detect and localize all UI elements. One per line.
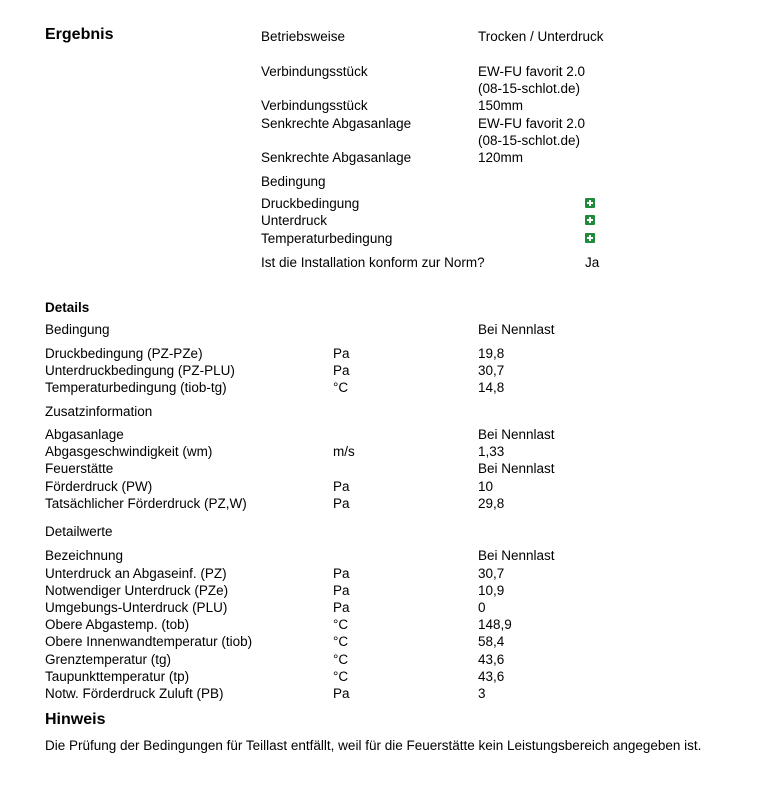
detail-row-unit: m/s (333, 444, 355, 459)
detail-row-label: Unterdruckbedingung (PZ-PLU) (45, 363, 235, 378)
betriebsweise-value: Trocken / Unterdruck (478, 29, 604, 44)
detail-row-value: 30,7 (478, 363, 505, 378)
detail-row-value: 14,8 (478, 380, 505, 395)
unterdruck-label: Unterdruck (261, 213, 328, 228)
detail-row-unit: Pa (333, 583, 350, 598)
bezeichnung-header: Bezeichnung (45, 548, 124, 563)
details-title: Details (45, 300, 90, 315)
detail-row-value: 30,7 (478, 566, 505, 581)
detail-row-label: Notw. Förderdruck Zuluft (PB) (45, 686, 224, 701)
detail-row-label: Notwendiger Unterdruck (PZe) (45, 583, 229, 598)
detail-row-label: Tatsächlicher Förderdruck (PZ,W) (45, 496, 247, 511)
details-bedingung-header-value: Bei Nennlast (478, 322, 555, 337)
detail-row-value: 1,33 (478, 444, 505, 459)
check-plus-icon (585, 215, 595, 225)
detail-row-unit: °C (333, 617, 349, 632)
druckbedingung-label: Druckbedingung (261, 196, 360, 211)
detail-row-value: 43,6 (478, 652, 505, 667)
detail-row-label: Obere Innenwandtemperatur (tiob) (45, 634, 253, 649)
hinweis-text: Die Prüfung der Bedingungen für Teillast entfällt, weil für die Feuerstätte kein Leistungsbereich angegeben ist. (45, 738, 702, 753)
detail-row-label: Abgasgeschwindigkeit (wm) (45, 444, 213, 459)
detail-row-label: Taupunkttemperatur (tp) (45, 669, 190, 684)
detail-row-unit: °C (333, 652, 349, 667)
verbindungsstueck-size-value: 150mm (478, 98, 524, 113)
feuerstaette-header-value: Bei Nennlast (478, 461, 555, 476)
verbindungsstueck-value-source: (08-15-schlot.de) (478, 81, 581, 96)
feuerstaette-header: Feuerstätte (45, 461, 114, 476)
abgasanlage-value: EW-FU favorit 2.0 (478, 116, 586, 131)
detail-row-label: Umgebungs-Unterdruck (PLU) (45, 600, 228, 615)
zusatzinformation-title: Zusatzinformation (45, 404, 153, 419)
details-bedingung-header: Bedingung (45, 322, 110, 337)
detail-row-value: 0 (478, 600, 486, 615)
verbindungsstueck-value: EW-FU favorit 2.0 (478, 64, 586, 79)
ergebnis-title: Ergebnis (45, 26, 114, 43)
detail-row-unit: Pa (333, 479, 350, 494)
detail-row-value: 10,9 (478, 583, 505, 598)
hinweis-title: Hinweis (45, 711, 106, 728)
detail-row-label: Temperaturbedingung (tiob-tg) (45, 380, 227, 395)
abgasanlage-value-source: (08-15-schlot.de) (478, 133, 581, 148)
detail-row-label: Förderdruck (PW) (45, 479, 153, 494)
abgasanlage-size-label: Senkrechte Abgasanlage (261, 150, 412, 165)
detail-row-value: 19,8 (478, 346, 505, 361)
check-plus-icon (585, 198, 595, 208)
conform-question: Ist die Installation konform zur Norm? (261, 255, 485, 270)
detail-row-unit: Pa (333, 346, 350, 361)
detail-row-unit: °C (333, 669, 349, 684)
conform-answer: Ja (585, 255, 600, 270)
detail-row-unit: Pa (333, 566, 350, 581)
detail-row-unit: Pa (333, 600, 350, 615)
detail-row-label: Grenztemperatur (tg) (45, 652, 172, 667)
detail-row-label: Obere Abgastemp. (tob) (45, 617, 190, 632)
detail-row-unit: Pa (333, 496, 350, 511)
detail-row-unit: Pa (333, 686, 350, 701)
detail-row-label: Druckbedingung (PZ-PZe) (45, 346, 203, 361)
abgasanlage-size-value: 120mm (478, 150, 524, 165)
detail-row-unit: Pa (333, 363, 350, 378)
detail-row-value: 58,4 (478, 634, 505, 649)
betriebsweise-label: Betriebsweise (261, 29, 346, 44)
detailwerte-title: Detailwerte (45, 524, 113, 539)
abgasanlage-header: Abgasanlage (45, 427, 124, 442)
detail-row-value: 148,9 (478, 617, 512, 632)
detail-row-value: 43,6 (478, 669, 505, 684)
bedingung-label: Bedingung (261, 174, 326, 189)
detail-row-unit: °C (333, 380, 349, 395)
abgasanlage-header-value: Bei Nennlast (478, 427, 555, 442)
bezeichnung-header-value: Bei Nennlast (478, 548, 555, 563)
detail-row-label: Unterdruck an Abgaseinf. (PZ) (45, 566, 227, 581)
detail-row-value: 3 (478, 686, 486, 701)
abgasanlage-label: Senkrechte Abgasanlage (261, 116, 412, 131)
detail-row-value: 10 (478, 479, 494, 494)
check-plus-icon (585, 233, 595, 243)
detail-row-unit: °C (333, 634, 349, 649)
verbindungsstueck-size-label: Verbindungsstück (261, 98, 368, 113)
verbindungsstueck-label: Verbindungsstück (261, 64, 368, 79)
detail-row-value: 29,8 (478, 496, 505, 511)
temperaturbedingung-label: Temperaturbedingung (261, 231, 393, 246)
